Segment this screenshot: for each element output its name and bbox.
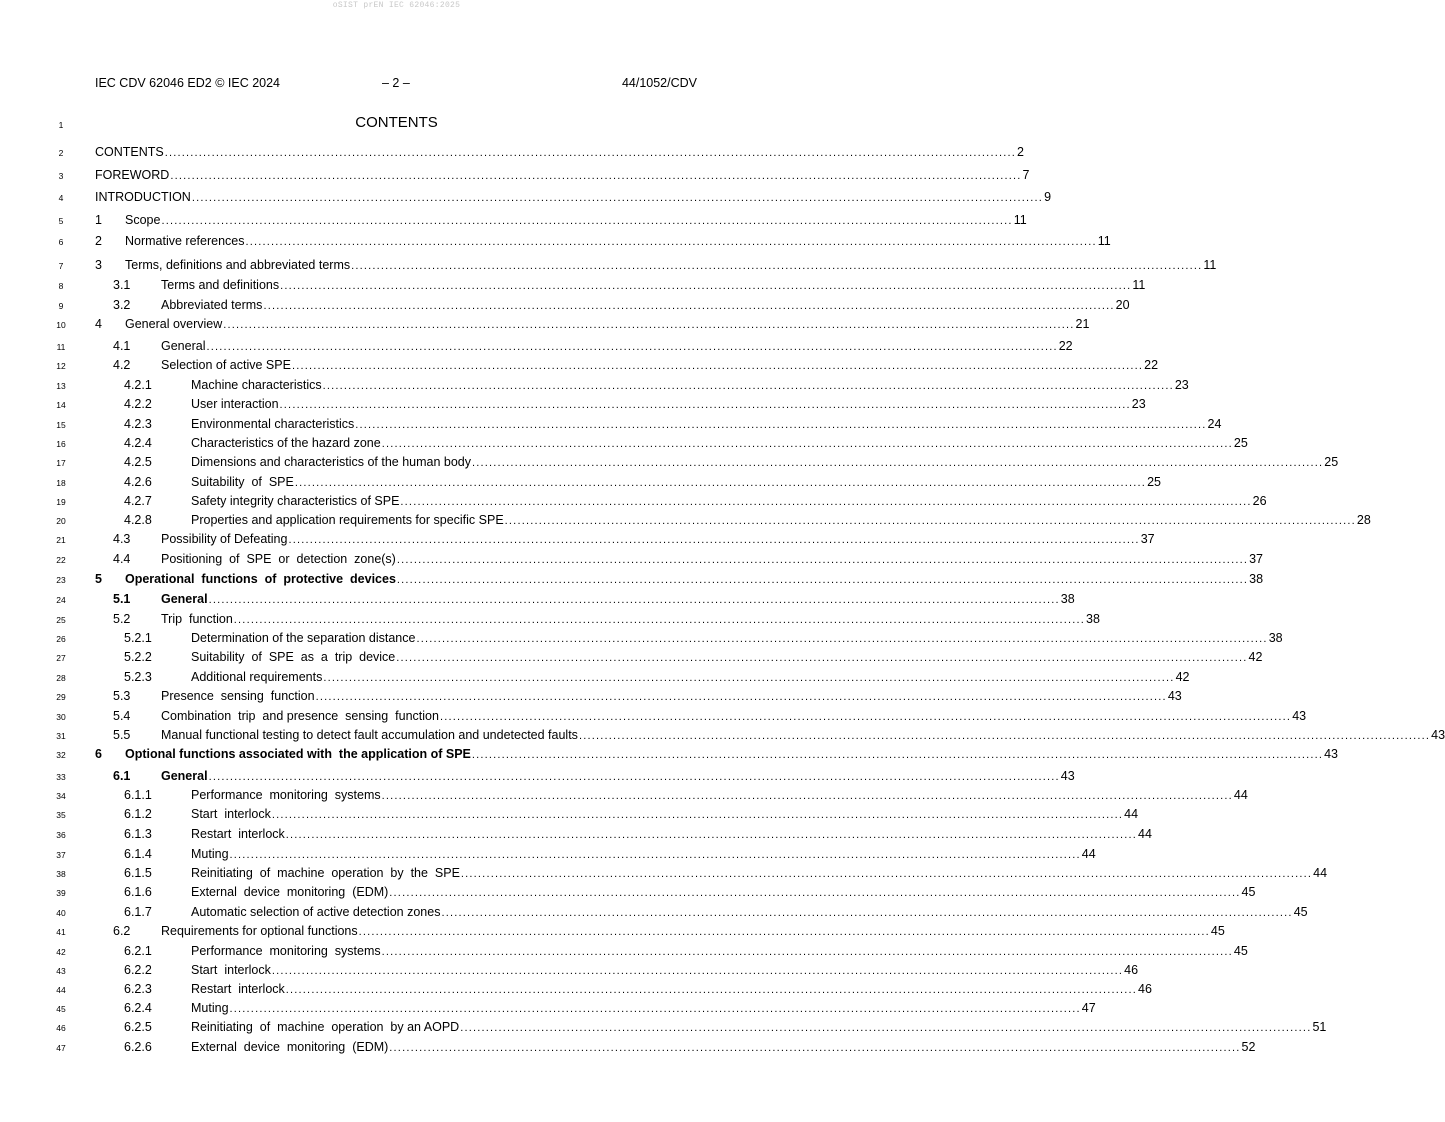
toc-entry-label[interactable]: User interaction: [191, 397, 279, 411]
toc-entry[interactable]: [0, 591, 1075, 607]
toc-entry-label[interactable]: Reinitiating of machine operation by the SPE: [191, 866, 460, 880]
dot-leader: ........................................................................................................................................................................................................: [233, 614, 1086, 626]
dot-leader: ........................................................................................................................................................................................................: [280, 280, 1132, 292]
line-number: 12: [56, 361, 66, 371]
toc-entry[interactable]: [0, 846, 1096, 862]
dot-leader: ........................................................................................................................................................................................................: [288, 534, 1140, 546]
toc-entry-label[interactable]: External device monitoring (EDM): [191, 1040, 389, 1054]
line-number: 14: [56, 400, 66, 410]
toc-entry-number: 4.2: [113, 358, 131, 372]
dot-leader: ........................................................................................................................................................................................................: [164, 147, 1016, 159]
line-number: 36: [56, 830, 66, 840]
dot-leader: ........................................................................................................................................................................................................: [161, 215, 1013, 227]
toc-entry-page: 20: [1115, 298, 1130, 312]
line-number: 28: [56, 673, 66, 683]
dot-leader: ........................................................................................................................................................................................................: [439, 711, 1292, 723]
toc-entry-page: 38: [1060, 592, 1075, 606]
line-number: 39: [56, 888, 66, 898]
line-number: 38: [56, 869, 66, 879]
toc-entry[interactable]: [0, 727, 1445, 743]
toc-entry[interactable]: [0, 377, 1189, 393]
line-number: 6: [58, 237, 64, 247]
dot-leader: ........................................................................................................................................................................................................: [323, 672, 1175, 684]
line-number: 45: [56, 1004, 66, 1014]
line-number: 13: [56, 381, 66, 391]
toc-entry-page: 11: [1013, 213, 1027, 227]
toc-entry-number: 5.2.1: [124, 631, 152, 645]
toc-entry-number: 6.1.4: [124, 847, 152, 861]
line-number: 2: [58, 148, 64, 158]
toc-entry-number: 5.3: [113, 689, 131, 703]
toc-entry[interactable]: [0, 806, 1139, 822]
toc-entry-page: 44: [1124, 807, 1139, 821]
toc-entry[interactable]: [0, 826, 1152, 842]
dot-leader: ........................................................................................................................................................................................................: [441, 907, 1293, 919]
toc-entry[interactable]: [0, 1000, 1096, 1016]
toc-entry[interactable]: [0, 454, 1339, 470]
toc-entry-number: 6.1.7: [124, 905, 152, 919]
toc-entry-label[interactable]: Suitability of SPE: [191, 475, 294, 489]
toc-entry[interactable]: [0, 669, 1190, 685]
toc-entry-number: 6.2: [113, 924, 131, 938]
toc-entry[interactable]: [0, 212, 1027, 228]
line-number: 33: [56, 772, 66, 782]
watermark-text: oSIST prEN IEC 62046:2025: [332, 1, 461, 10]
dot-leader: ........................................................................................................................................................................................................: [472, 457, 1324, 469]
toc-entry[interactable]: [0, 981, 1152, 997]
toc-entry-number: 5.2.3: [124, 670, 152, 684]
toc-entry-label[interactable]: General overview: [125, 317, 223, 331]
toc-entry-page: 43: [1431, 728, 1445, 742]
toc-entry-page: 22: [1144, 358, 1159, 372]
toc-entry[interactable]: [0, 357, 1159, 373]
toc-entry-number: 4.2.1: [124, 378, 152, 392]
toc-entry-label[interactable]: Operational functions of protective devices: [125, 572, 396, 586]
toc-entry-page: 46: [1124, 963, 1139, 977]
toc-entry-number: 6.1.2: [124, 807, 152, 821]
toc-entry-page: 43: [1324, 747, 1339, 761]
header-reference: 44/1052/CDV: [621, 76, 697, 90]
toc-entry[interactable]: [0, 688, 1182, 704]
dot-leader: ........................................................................................................................................................................................................: [170, 170, 1022, 182]
toc-entry-number: 5.5: [113, 728, 131, 742]
toc-entry-number: 5.1: [113, 592, 131, 606]
line-number: 35: [56, 810, 66, 820]
toc-entry-number: 4.2.2: [124, 397, 152, 411]
toc-entry-page: 42: [1175, 670, 1190, 684]
header-document-id: IEC CDV 62046 ED2 © IEC 2024: [95, 76, 280, 90]
toc-entry-page: 23: [1131, 397, 1146, 411]
toc-entry[interactable]: [0, 923, 1225, 939]
line-number: 27: [56, 653, 66, 663]
toc-entry-number: 3: [95, 258, 102, 272]
toc-entry[interactable]: [0, 257, 1217, 273]
toc-entry[interactable]: [0, 144, 1024, 160]
dot-leader: ........................................................................................................................................................................................................: [416, 633, 1268, 645]
toc-entry[interactable]: [0, 943, 1248, 959]
toc-entry[interactable]: [0, 611, 1100, 627]
dot-leader: ........................................................................................................................................................................................................: [191, 192, 1044, 204]
dot-leader: ........................................................................................................................................................................................................: [358, 926, 1210, 938]
toc-entry-number: 4.2.6: [124, 475, 152, 489]
line-number: 3: [58, 171, 64, 181]
toc-entry-number: 5.4: [113, 709, 131, 723]
line-number: 32: [56, 750, 66, 760]
toc-entry-number: 6.2.3: [124, 982, 152, 996]
toc-entry-label[interactable]: Restart interlock: [191, 827, 285, 841]
toc-entry-label[interactable]: General: [161, 339, 206, 353]
toc-entry[interactable]: [0, 884, 1256, 900]
toc-entry-label[interactable]: Scope: [125, 213, 161, 227]
toc-entry-label[interactable]: Suitability of SPE as a trip device: [191, 650, 396, 664]
line-number: 19: [56, 497, 66, 507]
line-number: 25: [56, 615, 66, 625]
toc-entry-number: 6.1.3: [124, 827, 152, 841]
contents-title-row: [0, 114, 793, 134]
dot-leader: ........................................................................................................................................................................................................: [381, 790, 1233, 802]
toc-entry[interactable]: [0, 649, 1263, 665]
toc-entry[interactable]: [0, 865, 1328, 881]
toc-entry-page: 38: [1086, 612, 1100, 626]
toc-entry[interactable]: [0, 316, 1090, 332]
toc-entry-label[interactable]: Start interlock: [191, 807, 271, 821]
toc-entry-page: 11: [1203, 258, 1217, 272]
toc-entry-label[interactable]: Presence sensing function: [161, 689, 315, 703]
toc-entry[interactable]: [0, 768, 1075, 784]
dot-leader: ........................................................................................................................................................................................................: [504, 515, 1356, 527]
toc-entry-label[interactable]: CONTENTS: [95, 145, 164, 159]
toc-entry-label[interactable]: Selection of active SPE: [161, 358, 291, 372]
line-number: 8: [58, 281, 64, 291]
toc-entry-label[interactable]: Restart interlock: [191, 982, 285, 996]
line-number: 47: [56, 1043, 66, 1053]
toc-entry-label[interactable]: Properties and application requirements for specific SPE: [191, 513, 504, 527]
toc-entry-label[interactable]: INTRODUCTION: [95, 190, 191, 204]
toc-entry-label[interactable]: External device monitoring (EDM): [191, 885, 389, 899]
toc-entry-page: 23: [1174, 378, 1189, 392]
toc-entry[interactable]: [0, 167, 1030, 183]
toc-entry-page: 38: [1268, 631, 1283, 645]
line-number: 1: [58, 120, 64, 130]
dot-leader: ........................................................................................................................................................................................................: [460, 868, 1313, 880]
toc-entry[interactable]: [0, 189, 1052, 205]
toc-entry-label[interactable]: Performance monitoring systems: [191, 788, 381, 802]
toc-entry-number: 4.2.3: [124, 417, 152, 431]
toc-entry[interactable]: [0, 571, 1264, 587]
toc-entry-label[interactable]: Environmental characteristics: [191, 417, 355, 431]
toc-entry[interactable]: [0, 474, 1161, 490]
toc-entry-page: 25: [1147, 475, 1161, 489]
line-number: 41: [56, 927, 66, 937]
toc-entry-label[interactable]: Abbreviated terms: [161, 298, 263, 312]
line-number: 42: [56, 947, 66, 957]
toc-entry-page: 22: [1058, 339, 1073, 353]
dot-leader: ........................................................................................................................................................................................................: [208, 771, 1060, 783]
dot-leader: ........................................................................................................................................................................................................: [208, 594, 1060, 606]
toc-entry-label[interactable]: Characteristics of the hazard zone: [191, 436, 381, 450]
toc-entry-label[interactable]: Safety integrity characteristics of SPE: [191, 494, 400, 508]
toc-entry-page: 25: [1233, 436, 1248, 450]
toc-entry-page: 43: [1167, 689, 1182, 703]
dot-leader: ........................................................................................................................................................................................................: [229, 849, 1081, 861]
toc-entry-page: 47: [1081, 1001, 1096, 1015]
dot-leader: ........................................................................................................................................................................................................: [285, 984, 1138, 996]
toc-entry-page: 45: [1233, 944, 1248, 958]
toc-entry-label[interactable]: Requirements for optional functions: [161, 924, 358, 938]
toc-entry-label[interactable]: Determination of the separation distance: [191, 631, 416, 645]
dot-leader: ........................................................................................................................................................................................................: [460, 1022, 1312, 1034]
dot-leader: ........................................................................................................................................................................................................: [381, 438, 1233, 450]
line-number: 20: [56, 516, 66, 526]
line-number: 10: [56, 320, 66, 330]
header-page-number: – 2 –: [382, 76, 410, 90]
dot-leader: ........................................................................................................................................................................................................: [400, 496, 1252, 508]
dot-leader: ........................................................................................................................................................................................................: [355, 419, 1207, 431]
line-number: 46: [56, 1023, 66, 1033]
toc-entry-number: 6.1.5: [124, 866, 152, 880]
toc-entry[interactable]: [0, 1039, 1256, 1055]
toc-entry-label[interactable]: Machine characteristics: [191, 378, 322, 392]
toc-entry-number: 5.2: [113, 612, 131, 626]
toc-entry-page: 37: [1140, 532, 1155, 546]
toc-entry[interactable]: [0, 787, 1248, 803]
toc-entry-label[interactable]: Terms and definitions: [161, 278, 280, 292]
line-number: 43: [56, 966, 66, 976]
toc-entry-number: 6.2.6: [124, 1040, 152, 1054]
toc-entry-label[interactable]: Positioning of SPE or detection zone(s): [161, 552, 396, 566]
line-number: 16: [56, 439, 66, 449]
toc-entry[interactable]: [0, 435, 1248, 451]
toc-entry-number: 4.2.7: [124, 494, 152, 508]
toc-entry-number: 4.3: [113, 532, 131, 546]
toc-entry-number: 6.2.2: [124, 963, 152, 977]
toc-entry[interactable]: [0, 493, 1267, 509]
toc-entry-page: 38: [1249, 572, 1264, 586]
line-number: 4: [58, 193, 64, 203]
toc-entry[interactable]: [0, 233, 1111, 249]
toc-entry-number: 6.2.1: [124, 944, 152, 958]
toc-entry-number: 4.1: [113, 339, 131, 353]
toc-entry[interactable]: [0, 338, 1073, 354]
dot-leader: ........................................................................................................................................................................................................: [271, 809, 1124, 821]
toc-entry[interactable]: [0, 297, 1130, 313]
line-number: 34: [56, 791, 66, 801]
line-number: 30: [56, 712, 66, 722]
toc-entry[interactable]: [0, 512, 1371, 528]
dot-leader: ........................................................................................................................................................................................................: [322, 380, 1174, 392]
toc-entry-page: 51: [1312, 1020, 1327, 1034]
dot-leader: ........................................................................................................................................................................................................: [396, 652, 1248, 664]
toc-entry-label[interactable]: General: [161, 592, 208, 606]
toc-entry-page: 45: [1210, 924, 1225, 938]
toc-entry-page: 43: [1060, 769, 1075, 783]
toc-entry[interactable]: [0, 531, 1155, 547]
toc-entry-label[interactable]: Automatic selection of active detection zones: [191, 905, 441, 919]
toc-entry-number: 6.2.4: [124, 1001, 152, 1015]
toc-entry[interactable]: [0, 746, 1339, 762]
toc-entry-number: 4.2.4: [124, 436, 152, 450]
line-number: 37: [56, 850, 66, 860]
toc-entry-page: 21: [1075, 317, 1090, 331]
toc-entry[interactable]: [0, 904, 1308, 920]
toc-entry-page: 24: [1207, 417, 1222, 431]
toc-entry-number: 3.2: [113, 298, 131, 312]
toc-entry-page: 11: [1132, 278, 1146, 292]
dot-leader: ........................................................................................................................................................................................................: [315, 691, 1167, 703]
toc-entry-label[interactable]: Reinitiating of machine operation by an AOPD: [191, 1020, 460, 1034]
toc-entry-label[interactable]: Additional requirements: [191, 670, 323, 684]
toc-entry-number: 3.1: [113, 278, 131, 292]
toc-entry[interactable]: [0, 416, 1222, 432]
dot-leader: ........................................................................................................................................................................................................: [471, 749, 1324, 761]
toc-entry-page: 26: [1252, 494, 1267, 508]
dot-leader: ........................................................................................................................................................................................................: [578, 730, 1431, 742]
line-number: 40: [56, 908, 66, 918]
toc-entry-page: 42: [1248, 650, 1263, 664]
toc-entry-page: 52: [1241, 1040, 1256, 1054]
toc-entry-number: 2: [95, 234, 102, 248]
dot-leader: ........................................................................................................................................................................................................: [229, 1003, 1081, 1015]
toc-entry-number: 6.2.5: [124, 1020, 152, 1034]
dot-leader: ........................................................................................................................................................................................................: [389, 887, 1241, 899]
dot-leader: ........................................................................................................................................................................................................: [396, 574, 1249, 586]
toc-entry-number: 6.1: [113, 769, 131, 783]
toc-entry-number: 4.4: [113, 552, 131, 566]
toc-entry-label[interactable]: Start interlock: [191, 963, 271, 977]
toc-entry[interactable]: [0, 1019, 1327, 1035]
toc-entry-number: 4: [95, 317, 102, 331]
toc-entry-page: 7: [1022, 168, 1030, 182]
toc-entry-label[interactable]: Terms, definitions and abbreviated terms: [125, 258, 351, 272]
toc-entry-label[interactable]: Dimensions and characteristics of the human body: [191, 455, 472, 469]
toc-entry-number: 5.2.2: [124, 650, 152, 664]
toc-entry-label[interactable]: Manual functional testing to detect fault accumulation and undetected faults: [161, 728, 578, 742]
line-number: 17: [56, 458, 66, 468]
line-number: 26: [56, 634, 66, 644]
line-number: 5: [58, 216, 64, 226]
toc-entry-label[interactable]: Muting: [191, 1001, 229, 1015]
page-title: CONTENTS: [355, 114, 438, 131]
toc-entry[interactable]: [0, 277, 1146, 293]
toc-entry-page: 46: [1138, 982, 1152, 996]
dot-leader: ........................................................................................................................................................................................................: [271, 965, 1124, 977]
toc-entry-number: 4.2.8: [124, 513, 152, 527]
toc-entry-page: 44: [1081, 847, 1096, 861]
toc-entry-page: 44: [1313, 866, 1328, 880]
line-number: 24: [56, 595, 66, 605]
dot-leader: ........................................................................................................................................................................................................: [381, 946, 1233, 958]
dot-leader: ........................................................................................................................................................................................................: [389, 1042, 1241, 1054]
toc-entry-page: 28: [1356, 513, 1371, 527]
dot-leader: ........................................................................................................................................................................................................: [223, 319, 1075, 331]
toc-entry-label[interactable]: Performance monitoring systems: [191, 944, 381, 958]
toc-entry-number: 6: [95, 747, 102, 761]
toc-entry-page: 37: [1249, 552, 1263, 566]
toc-entry-page: 2: [1016, 145, 1024, 159]
toc-entry[interactable]: [0, 962, 1139, 978]
dot-leader: ........................................................................................................................................................................................................: [245, 236, 1097, 248]
toc-entry-page: 25: [1324, 455, 1339, 469]
toc-entry-label[interactable]: FOREWORD: [95, 168, 170, 182]
toc-entry-label[interactable]: Normative references: [125, 234, 245, 248]
toc-entry-label[interactable]: Optional functions associated with the application of SPE: [125, 747, 471, 761]
toc-entry[interactable]: [0, 551, 1263, 567]
toc-entry-label[interactable]: Possibility of Defeating: [161, 532, 288, 546]
toc-entry-label[interactable]: General: [161, 769, 208, 783]
toc-entry-number: 1: [95, 213, 102, 227]
toc-entry[interactable]: [0, 630, 1283, 646]
toc-entry-page: 43: [1292, 709, 1307, 723]
line-number: 15: [56, 420, 66, 430]
dot-leader: ........................................................................................................................................................................................................: [263, 300, 1115, 312]
line-number: 7: [58, 261, 64, 271]
toc-entry-page: 44: [1138, 827, 1152, 841]
toc-entry-number: 6.1.1: [124, 788, 152, 802]
line-number: 18: [56, 478, 66, 488]
dot-leader: ........................................................................................................................................................................................................: [294, 477, 1147, 489]
dot-leader: ........................................................................................................................................................................................................: [285, 829, 1138, 841]
dot-leader: ........................................................................................................................................................................................................: [396, 554, 1249, 566]
line-number: 31: [56, 731, 66, 741]
line-number: 22: [56, 555, 66, 565]
toc-entry-page: 45: [1241, 885, 1256, 899]
toc-entry-page: 11: [1097, 234, 1111, 248]
toc-entry-number: 4.2.5: [124, 455, 152, 469]
line-number: 23: [56, 575, 66, 585]
toc-entry-label[interactable]: Combination trip and presence sensing function: [161, 709, 439, 723]
toc-entry-page: 45: [1293, 905, 1308, 919]
toc-entry[interactable]: [0, 396, 1146, 412]
line-number: 29: [56, 692, 66, 702]
line-number: 9: [58, 301, 64, 311]
toc-entry[interactable]: [0, 708, 1307, 724]
toc-entry-label[interactable]: Trip function: [161, 612, 233, 626]
dot-leader: ........................................................................................................................................................................................................: [279, 399, 1131, 411]
toc-entry-number: 6.1.6: [124, 885, 152, 899]
toc-entry-page: 44: [1233, 788, 1248, 802]
dot-leader: ........................................................................................................................................................................................................: [351, 260, 1203, 272]
line-number: 21: [56, 535, 66, 545]
line-number: 11: [56, 342, 66, 352]
toc-entry-number: 5: [95, 572, 102, 586]
toc-entry-label[interactable]: Muting: [191, 847, 229, 861]
dot-leader: ........................................................................................................................................................................................................: [206, 341, 1058, 353]
dot-leader: ........................................................................................................................................................................................................: [291, 360, 1144, 372]
line-number: 44: [56, 985, 66, 995]
toc-entry-page: 9: [1044, 190, 1052, 204]
